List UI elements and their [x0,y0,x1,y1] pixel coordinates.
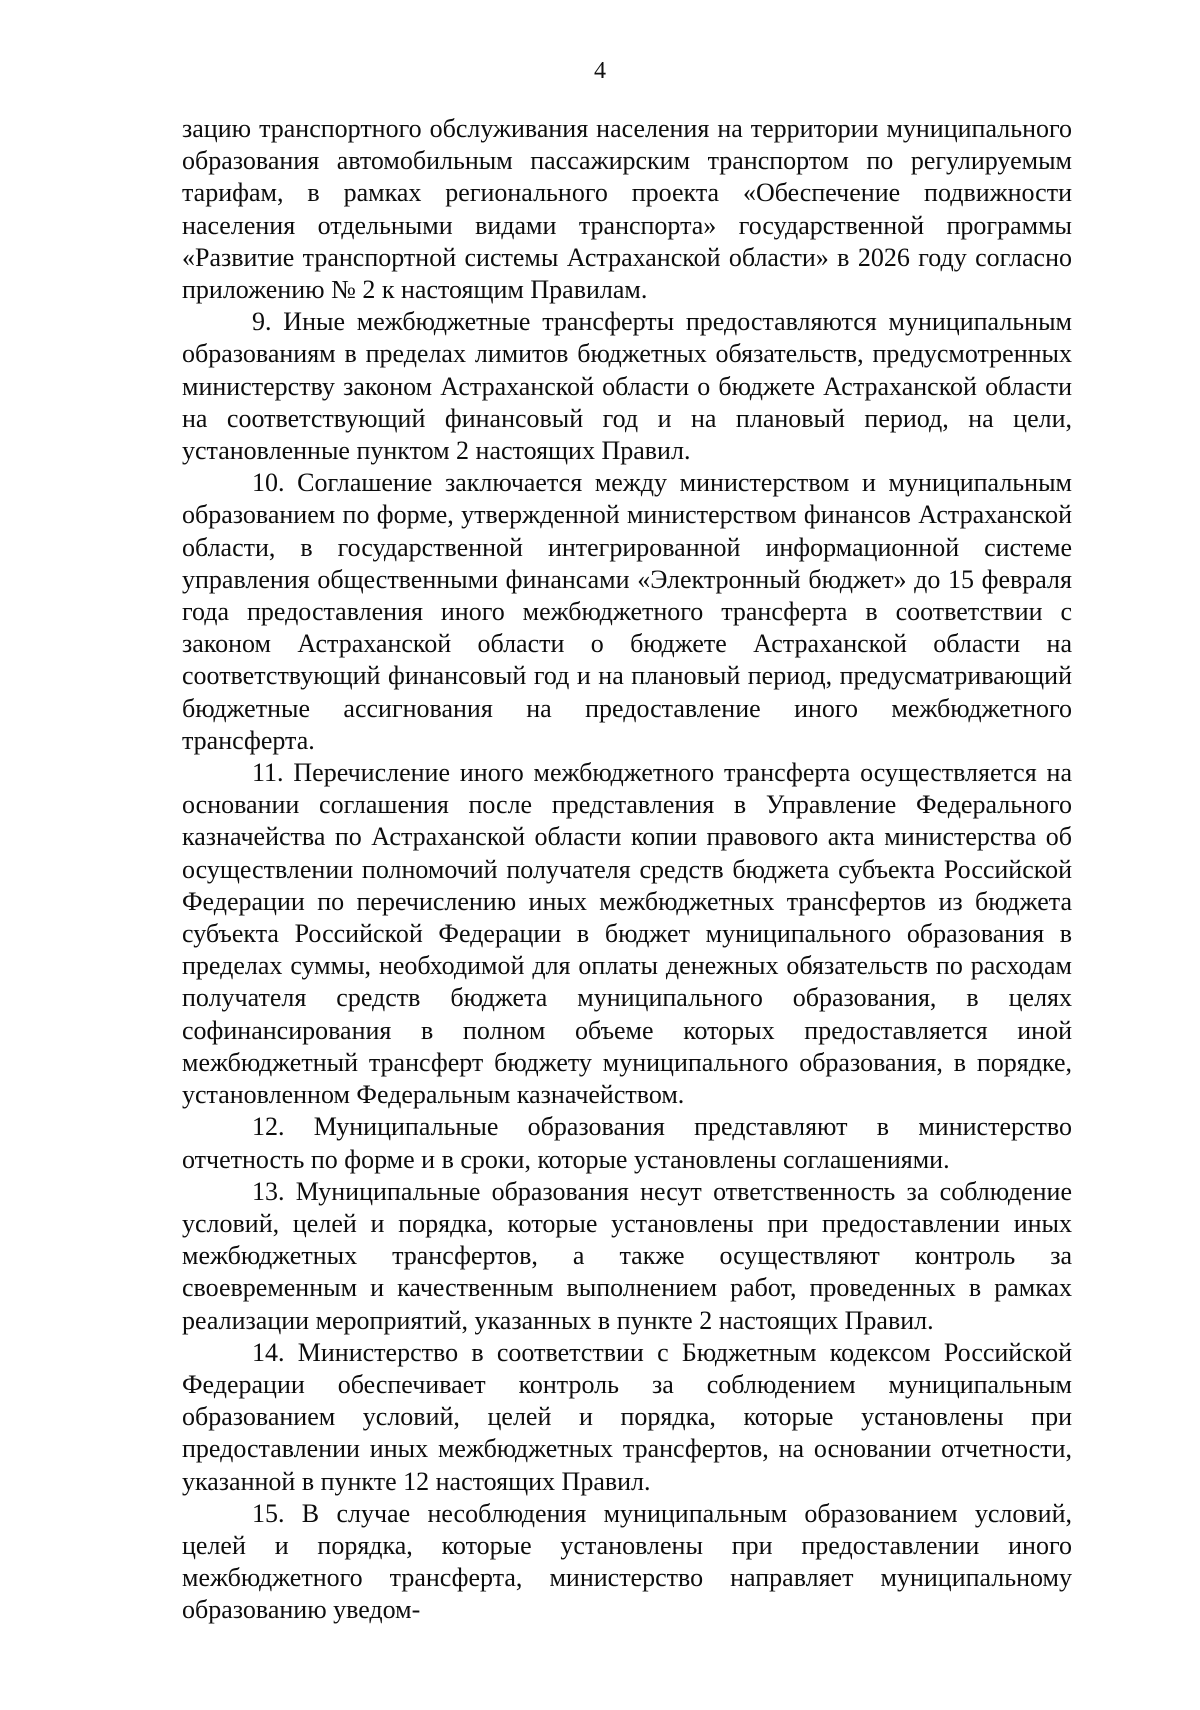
paragraph-item-12: 12. Муниципальные образования представляют в министерство отчетность по форме и в сроки, которые установлены соглашениями. [182,1112,1072,1174]
paragraph-item-14: 14. Министерство в соответствии с Бюджетным кодексом Российской Федерации обеспечивает контроль за соблюдением муниципальным образованием условий, целей и порядка, которые установлены при предоставлении иных межбюджетных трансфертов, на основании отчетности, указанной в пункте 12 настоящих Правил. [182,1337,1072,1496]
paragraph-item-9: 9. Иные межбюджетные трансферты предоставляются муниципальным образованиям в пределах лимитов бюджетных обязательств, предусмотренных министерству законом Астраханской области о бюджете Астраханской области на соответствующий финансовый год и на плановый период, на цели, установленные пунктом 2 настоящих Правил. [182,307,1072,466]
page-number: 4 [594,58,606,84]
paragraph-item-11: 11. Перечисление иного межбюджетного трансферта осуществляется на основании соглашения после представления в Управление Федерального казначейства по Астраханской области копии правового акта министерства об осуществлении полномочий получателя средств бюджета субъекта Российской Федерации по перечислению иных межбюджетных трансфертов из бюджета субъекта Российской Федерации в бюджет муниципального образования в пределах суммы, необходимой для оплаты денежных обязательств по расходам получателя средств бюджета муниципального образования, в целях софинансирования в полном объеме которых предоставляется иной межбюджетный трансферт бюджету муниципального образования, в порядке, установленном Федеральным казначейством. [182,758,1072,1110]
document-body [182,113,1072,1627]
paragraph-item-15: 15. В случае несоблюдения муниципальным образованием условий, целей и порядка, которые установлены при предоставлении иного межбюджетного трансферта, министерство направляет муниципальному образованию уведом- [182,1498,1072,1625]
paragraph-continuation: зацию транспортного обслуживания населения на территории муниципального образования автомобильным пассажирским транспортом по регулируемым тарифам, в рамках регионального проекта «Обеспечение подвижности населения отдельными видами транспорта» государственной программы «Развитие транспортной системы Астраханской области» в 2026 году согласно приложению № 2 к настоящим Правилам. [182,114,1072,305]
paragraph-item-13: 13. Муниципальные образования несут ответственность за соблюдение условий, целей и порядка, которые установлены при предоставлении иных межбюджетных трансфертов, а также осуществляют контроль за своевременным и качественным выполнением работ, проведенных в рамках реализации мероприятий, указанных в пункте 2 настоящих Правил. [182,1176,1072,1335]
paragraph-item-10: 10. Соглашение заключается между министерством и муниципальным образованием по форме, утвержденной министерством финансов Астраханской области, в государственной интегрированной информационной системе управления общественными финансами «Электронный бюджет» до 15 февраля года предоставления иного межбюджетного трансферта в соответствии с законом Астраханской области о бюджете Астраханской области на соответствующий финансовый год и на плановый период, предусматривающий бюджетные ассигнования на предоставление иного межбюджетного трансферта. [182,468,1072,755]
